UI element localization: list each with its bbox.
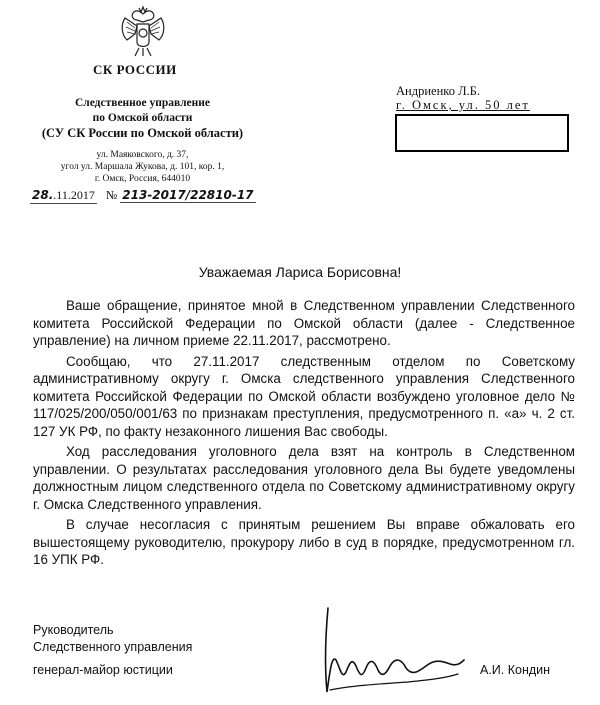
recipient-block [396, 84, 530, 112]
signatory-rank: генерал-майор юстиции [33, 663, 173, 677]
handwritten-signature [318, 600, 468, 700]
organization-name: СК РОССИИ [93, 62, 177, 77]
signatory-title-line-1: Руководитель [33, 623, 114, 637]
address-line-3: г. Омск, Россия, 644010 [94, 174, 191, 184]
coat-of-arms-emblem [115, 4, 171, 60]
signatory-title [33, 622, 192, 656]
sender-address [30, 149, 255, 185]
signatory-title-line-2: Следственного управления [33, 640, 193, 654]
department-line-2: по Омской области [92, 112, 193, 124]
signatory-name: А.И. Кондин [480, 663, 551, 677]
department-line-1: Следственное управление [74, 97, 211, 109]
letter-number: 213-2017/22810-17 [122, 188, 254, 202]
department-line-3: (СУ СК России по Омской области) [41, 126, 244, 140]
number-prefix: № [105, 188, 118, 202]
redaction-box [395, 114, 569, 152]
letter-body [33, 297, 575, 572]
recipient-address: г. Омск, ул. 50 лет [396, 98, 530, 112]
date-day: 28. [32, 188, 54, 202]
paragraph: Ваше обращение, принятое мной в Следственном управлении Следственного комитета Российской Федерации по Омской области (далее - Следственное управление) на личном приеме 22.11.2017, рассмотрено. [33, 298, 575, 348]
department-name [30, 96, 255, 141]
date-number-line [30, 188, 256, 204]
paragraph: В случае несогласия с принятым решением Вы вправе обжаловать его вышестоящему руководителю, прокурору либо в суд в порядке, предусмотренном гл. 16 УПК РФ. [33, 517, 575, 567]
recipient-name: Андриенко Л.Б. [396, 84, 480, 98]
letter-date [30, 188, 97, 204]
greeting: Уважаемая Лариса Борисовна! [198, 264, 402, 280]
paragraph: Сообщаю, что 27.11.2017 следственным отделом по Советскому административному округу г. Омска следственного управления Следственного комитета Российской Федерации по Омской области возбуждено уголовное дело № 117/025/200/050/001/63 по признакам преступления, предусмотренного п. «а» ч. 2 ст. 127 УК РФ, по факту незаконного лишения Вас свободы. [33, 353, 575, 439]
address-line-1: ул. Маяковского, д. 37, [96, 150, 189, 160]
date-month-year: .11.2017 [53, 188, 95, 202]
address-line-2: угол ул. Маршала Жукова, д. 101, кор. 1, [60, 162, 225, 172]
paragraph: Ход расследования уголовного дела взят на контроль в Следственном управлении. О результатах расследования уголовного дела Вы будете уведомлены должностным лицом следственного отдела по Советскому административному округу г. Омска Следственного управления. [33, 444, 575, 512]
